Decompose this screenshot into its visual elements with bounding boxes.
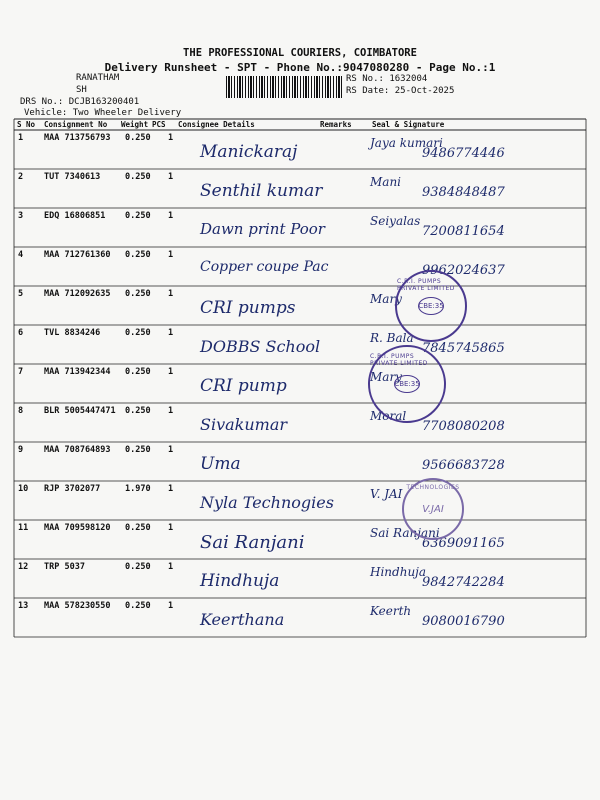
row-consignee-handwritten: Hindhuja bbox=[200, 571, 280, 591]
row-pcs: 1 bbox=[168, 328, 174, 338]
row-sno: 1 bbox=[18, 133, 24, 143]
row-sno: 8 bbox=[18, 406, 24, 416]
row-weight: 0.250 bbox=[125, 445, 151, 455]
row-consignee-handwritten: Sivakumar bbox=[200, 415, 288, 434]
row-consignee-handwritten: CRI pumps bbox=[200, 298, 296, 318]
nyla-stamp bbox=[402, 478, 464, 540]
row-phone-handwritten: 7200811654 bbox=[422, 224, 505, 239]
row-phone-handwritten: 6369091165 bbox=[422, 536, 505, 551]
row-phone-handwritten: 9962024637 bbox=[422, 263, 505, 278]
column-header: Seal & Signature bbox=[372, 120, 445, 129]
row-signature: R. Bala bbox=[370, 331, 414, 345]
row-signature: V. JAI bbox=[370, 487, 403, 501]
runsheet-subtitle: Delivery Runsheet - SPT - Phone No.:9047080280 - Page No.:1 bbox=[104, 61, 496, 74]
row-signature: Hindhuja bbox=[370, 565, 427, 579]
row-sno: 4 bbox=[18, 250, 24, 260]
row-signature: Moral bbox=[370, 409, 407, 423]
row-weight: 0.250 bbox=[125, 211, 151, 221]
rs-date: RS Date: 25-Oct-2025 bbox=[346, 86, 455, 96]
row-phone-handwritten: 9384848487 bbox=[422, 185, 505, 200]
nyla-stamp-sign: V.JAI bbox=[422, 503, 444, 515]
row-signature: Jaya kumari bbox=[370, 136, 443, 150]
row-weight: 0.250 bbox=[125, 601, 151, 611]
column-header: Remarks bbox=[320, 120, 352, 129]
row-consignment-no: BLR 5005447471 bbox=[44, 406, 116, 416]
cri-stamp-code: CBE:35 bbox=[418, 297, 444, 315]
row-sno: 13 bbox=[18, 601, 29, 611]
column-header: Consignee Details bbox=[178, 120, 255, 129]
drs-number: DRS No.: DCJB163200401 bbox=[20, 97, 140, 107]
row-consignee-handwritten: Uma bbox=[200, 454, 241, 474]
row-consignment-no: RJP 3702077 bbox=[44, 484, 101, 494]
row-pcs: 1 bbox=[168, 445, 174, 455]
row-consignment-no: MAA 713942344 bbox=[44, 367, 111, 377]
row-consignment-no: MAA 709598120 bbox=[44, 523, 111, 533]
row-pcs: 1 bbox=[168, 289, 174, 299]
row-sno: 9 bbox=[18, 445, 24, 455]
cri-stamp-text-2: C.R.I. PUMPS PRIVATE LIMITED bbox=[370, 353, 428, 367]
row-signature: Mary bbox=[370, 292, 402, 306]
row-weight: 0.250 bbox=[125, 133, 151, 143]
row-phone-handwritten: 7708080208 bbox=[422, 419, 505, 434]
row-sno: 3 bbox=[18, 211, 24, 221]
row-weight: 0.250 bbox=[125, 367, 151, 377]
row-signature: Seiyalas bbox=[370, 214, 421, 228]
cri-pumps-stamp-2 bbox=[368, 345, 446, 423]
column-header: S No bbox=[17, 120, 36, 129]
row-phone-handwritten: 9080016790 bbox=[422, 614, 505, 629]
row-phone-handwritten: 9842742284 bbox=[422, 575, 505, 590]
row-weight: 0.250 bbox=[125, 328, 151, 338]
row-consignment-no: MAA 712092635 bbox=[44, 289, 111, 299]
row-consignee-handwritten: CRI pump bbox=[200, 376, 287, 396]
column-header: Consignment No bbox=[44, 120, 108, 129]
row-consignment-no: EDQ 16806851 bbox=[44, 211, 106, 221]
row-weight: 0.250 bbox=[125, 289, 151, 299]
row-consignee-handwritten: Manickaraj bbox=[200, 142, 298, 162]
row-sno: 12 bbox=[18, 562, 29, 572]
row-signature: Keerth bbox=[370, 604, 412, 618]
row-phone-handwritten: 9486774446 bbox=[422, 146, 505, 161]
row-consignee-handwritten: Copper coupe Pac bbox=[200, 259, 329, 275]
row-pcs: 1 bbox=[168, 484, 174, 494]
row-weight: 0.250 bbox=[125, 523, 151, 533]
row-consignment-no: MAA 712761360 bbox=[44, 250, 111, 260]
left-name-1: RANATHAM bbox=[76, 73, 120, 83]
row-pcs: 1 bbox=[168, 211, 174, 221]
row-sno: 7 bbox=[18, 367, 24, 377]
row-pcs: 1 bbox=[168, 562, 174, 572]
column-header: Weight bbox=[121, 120, 149, 129]
row-consignee-handwritten: DOBBS School bbox=[200, 337, 321, 356]
row-phone-handwritten: 7845745865 bbox=[422, 341, 505, 356]
row-weight: 0.250 bbox=[125, 250, 151, 260]
row-pcs: 1 bbox=[168, 406, 174, 416]
row-pcs: 1 bbox=[168, 523, 174, 533]
row-weight: 0.250 bbox=[125, 172, 151, 182]
nyla-stamp-text: TECHNOLOGIES bbox=[406, 484, 460, 491]
row-consignee-handwritten: Dawn print Poor bbox=[200, 220, 325, 238]
row-signature: Sai Ranjani bbox=[370, 526, 440, 540]
row-signature: Mani bbox=[370, 175, 402, 189]
row-consignment-no: TUT 7340613 bbox=[44, 172, 101, 182]
row-consignment-no: MAA 708764893 bbox=[44, 445, 111, 455]
row-pcs: 1 bbox=[168, 601, 174, 611]
row-sno: 11 bbox=[18, 523, 29, 533]
row-sno: 5 bbox=[18, 289, 24, 299]
row-sno: 6 bbox=[18, 328, 24, 338]
rs-number: RS No.: 1632004 bbox=[346, 74, 428, 84]
vehicle-type: Vehicle: Two Wheeler Delivery bbox=[24, 108, 182, 118]
row-consignee-handwritten: Keerthana bbox=[200, 610, 285, 629]
company-title: THE PROFESSIONAL COURIERS, COIMBATORE bbox=[183, 47, 417, 59]
row-pcs: 1 bbox=[168, 133, 174, 143]
row-sno: 2 bbox=[18, 172, 24, 182]
cri-pumps-stamp bbox=[395, 270, 467, 342]
cri-stamp-code-2: CBE:35 bbox=[394, 375, 420, 393]
cri-stamp-text: C.R.I. PUMPS PRIVATE LIMITED bbox=[397, 278, 455, 292]
row-phone-handwritten: 9566683728 bbox=[422, 458, 505, 473]
left-name-2: SH bbox=[76, 85, 87, 95]
row-sno: 10 bbox=[18, 484, 29, 494]
row-consignee-handwritten: Nyla Technogies bbox=[200, 493, 334, 512]
row-weight: 1.970 bbox=[125, 484, 151, 494]
row-pcs: 1 bbox=[168, 367, 174, 377]
row-weight: 0.250 bbox=[125, 406, 151, 416]
row-weight: 0.250 bbox=[125, 562, 151, 572]
row-consignment-no: MAA 713756793 bbox=[44, 133, 111, 143]
row-pcs: 1 bbox=[168, 172, 174, 182]
row-consignee-handwritten: Senthil kumar bbox=[200, 181, 323, 201]
row-pcs: 1 bbox=[168, 250, 174, 260]
row-signature: Mary bbox=[370, 370, 402, 384]
row-consignee-handwritten: Sai Ranjani bbox=[200, 532, 305, 553]
row-consignment-no: TRP 5037 bbox=[44, 562, 85, 572]
column-header: PCS bbox=[152, 120, 166, 129]
row-consignment-no: TVL 8834246 bbox=[44, 328, 101, 338]
row-consignment-no: MAA 578230550 bbox=[44, 601, 111, 611]
